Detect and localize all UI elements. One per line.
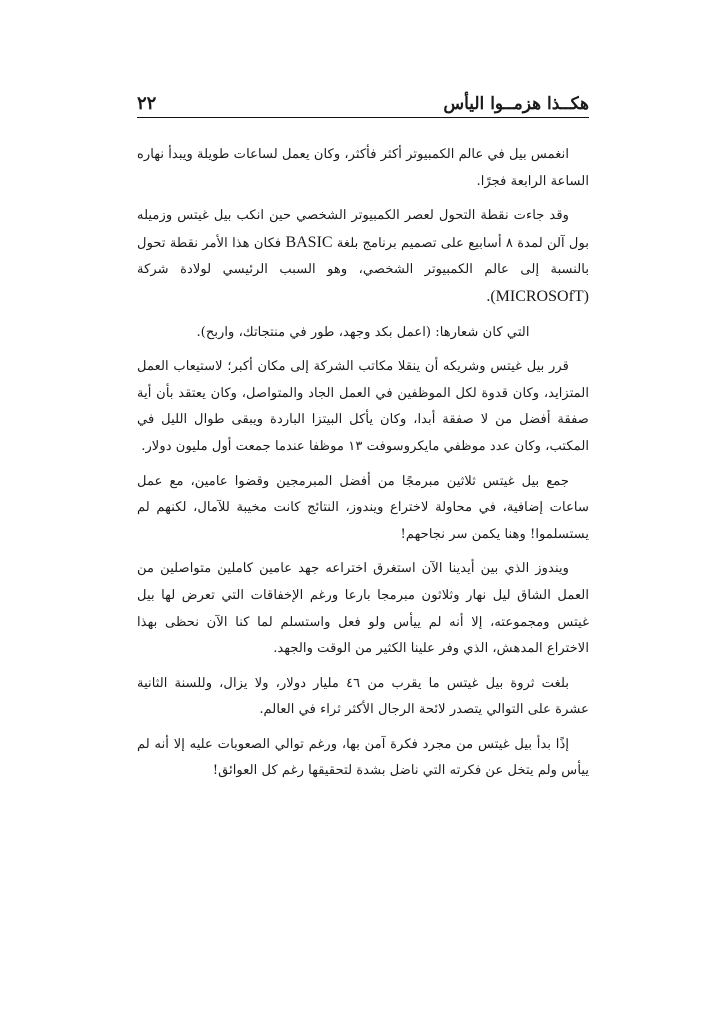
paragraph: انغمس بيل في عالم الكمبيوتر أكثر فأكثر، وكان يعمل لساعات طويلة ويبدأ نهاره الساعة الرابعة فجرًا.	[137, 147, 589, 189]
body-text	[137, 142, 589, 793]
paragraph: ويندوز الذي بين أيدينا الآن استغرق اختراعه جهد عامين كاملين متواصلين من العمل الشاق ليل نهار وثلاثون مبرمجا بارعا ورغم الإخفاقات التي تعرض لها بيل غيتس ومجموعته، إلا أنه لم ييأس ولو فعل واستسلم لما كنا الآن نحظى بهذا الاختراع المدهش، الذي وفر علينا الكثير من الوقت والجهد.	[137, 561, 589, 657]
paragraph: التي كان شعارها: (اعمل بكد وجهد، طور في منتجاتك، واربح).	[196, 324, 530, 340]
paragraph: بلغت ثروة بيل غيتس ما يقرب من ٤٦ مليار دولار، ولا يزال، وللسنة الثانية عشرة على التوالي يتصدر لائحة الرجال الأكثر ثراء في العالم.	[137, 675, 589, 718]
paragraph: جمع بيل غيتس ثلاثين مبرمجًا من أفضل المبرمجين وقضوا عامين، مع عمل ساعات إضافية، في محاولة لاختراع ويندوز، النتائج كانت مخيبة للآمال، لكنهم لم يستسلموا! وهنا يكمن سر نجاحهم!	[137, 473, 589, 542]
running-header	[137, 84, 589, 114]
latin-term: BASIC	[285, 233, 333, 251]
paragraph-text: فكان هذا الأمر نقطة تحول بالنسبة إلى عالم الكمبيوتر الشخصي، وهو السبب الرئيسي لولادة شركة	[137, 235, 589, 278]
running-title: هكــذا هزمــوا اليأس	[443, 94, 589, 114]
paragraph-text: وقد جاءت نقطة التحول لعصر الكمبيوتر الشخصي حين انكب بيل غيتس وزميله بول آلن لمدة ٨ أسابيع على تصميم برنامج بلغة	[137, 208, 589, 251]
paragraph	[137, 203, 589, 311]
header-rule	[137, 117, 589, 118]
latin-term: (MICROSOfT).	[486, 287, 589, 305]
page-number: ٢٢	[137, 93, 157, 114]
paragraph: إذًا بدأ بيل غيتس من مجرد فكرة آمن بها، ورغم توالي الصعوبات عليه إلا أنه لم ييأس ولم يتخل عن فكرته التي ناضل بشدة لتحقيقها رغم كل العوائق!	[137, 736, 589, 779]
paragraph: قرر بيل غيتس وشريكه أن ينقلا مكاتب الشركة إلى مكان أكبر؛ لاستيعاب العمل المتزايد، وكان قدوة لكل الموظفين في العمل الجاد والمتواصل، وكان يعتقد بأن أية صفقة أفضل من لا صفقة أبدا، وكان يأكل البيتزا الباردة ويبقى طوال الليل في المكتب، وكان عدد موظفي مايكروسوفت ١٣ موظفا عندما جمعت أول مليون دولار.	[137, 359, 589, 454]
